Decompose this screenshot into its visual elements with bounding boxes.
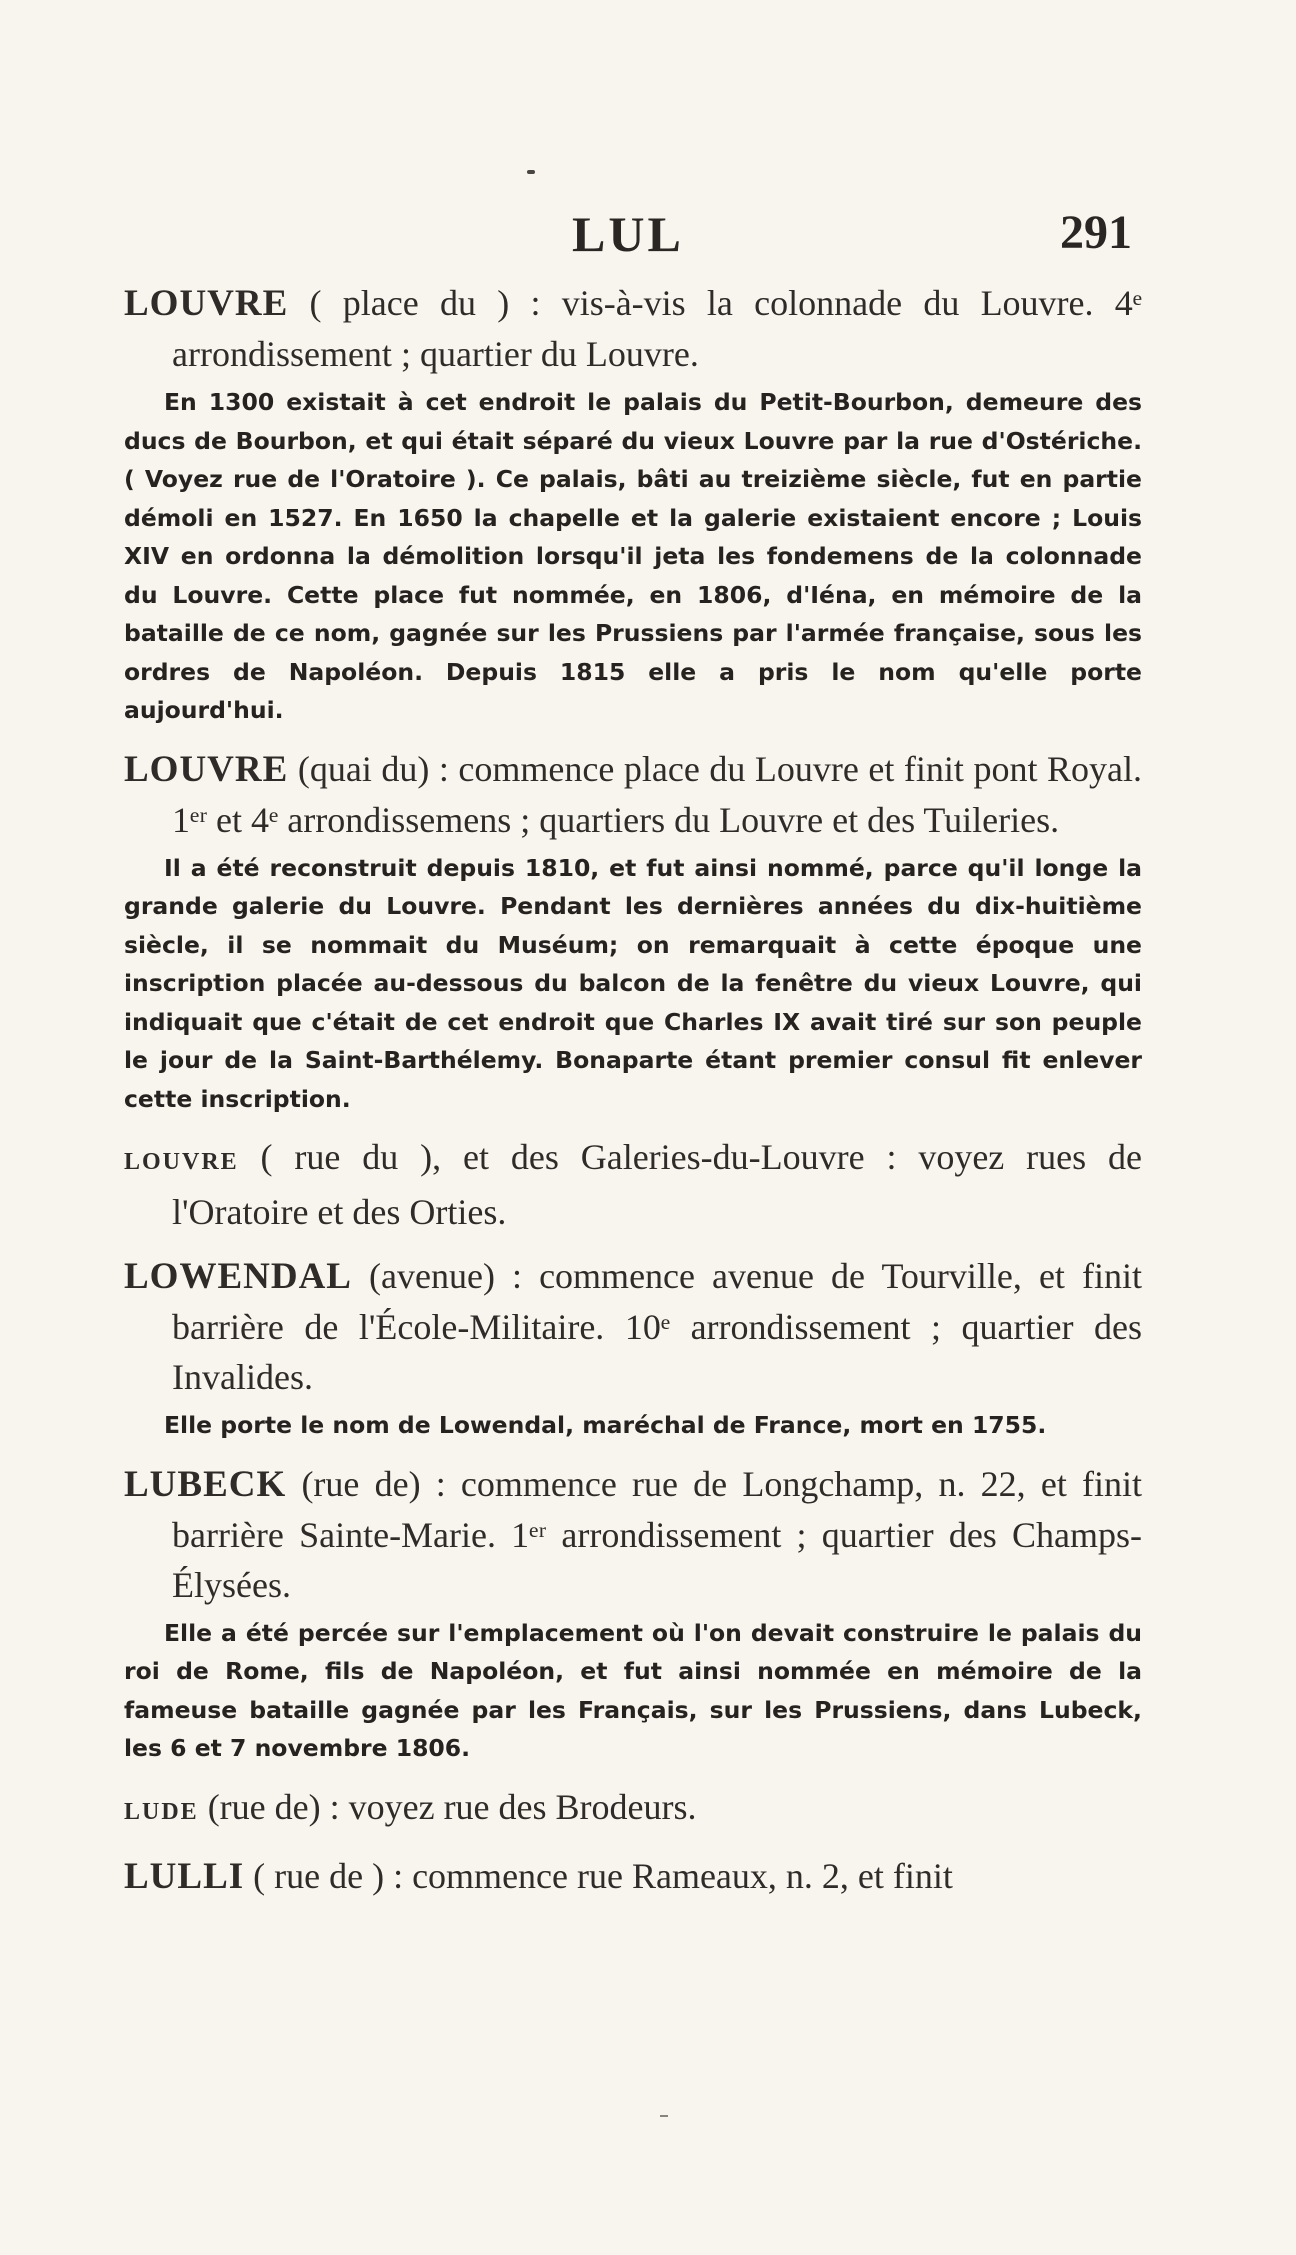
entry-headword: LOUVRE bbox=[124, 1149, 239, 1175]
page-number: 291 bbox=[1060, 206, 1132, 259]
entry-lubeck bbox=[124, 1459, 1142, 1768]
entry-louvre-place bbox=[124, 278, 1142, 730]
running-head bbox=[0, 205, 1296, 265]
entry-head bbox=[124, 1459, 1142, 1610]
ink-mark bbox=[527, 170, 535, 174]
entry-lulli bbox=[124, 1851, 1142, 1902]
entry-headword: LOWENDAL bbox=[124, 1256, 352, 1297]
entry-head bbox=[124, 1851, 1142, 1902]
entry-louvre-quai bbox=[124, 744, 1142, 1119]
running-title: LUL bbox=[572, 206, 684, 262]
entry-headword: LUDE bbox=[124, 1798, 199, 1825]
entries bbox=[124, 278, 1142, 1916]
entry-head-text: ( place du ) : vis-à-vis la colonnade du Louvre. 4ᵉ arrondissement ; quartier du Louvre. bbox=[172, 283, 1142, 374]
entry-head bbox=[124, 1132, 1142, 1237]
entry-louvre-rue bbox=[124, 1132, 1142, 1237]
entry-head bbox=[124, 278, 1142, 379]
entry-head-text: (avenue) : commence avenue de Tourville, et finit barrière de l'École-Militaire. 10ᵉ arrondissement ; quartier des Invalides. bbox=[172, 1256, 1142, 1397]
entry-head-text: (rue de) : commence rue de Longchamp, n. 22, et finit barrière Sainte-Marie. 1ᵉʳ arrondissement ; quartier des Champs-Élysées. bbox=[172, 1463, 1142, 1605]
entry-headword: LULLI bbox=[124, 1855, 245, 1897]
entry-head-text: (rue de) : voyez rue des Brodeurs. bbox=[198, 1786, 697, 1827]
entry-headword: LOUVRE bbox=[124, 748, 289, 790]
entry-lowendal bbox=[124, 1251, 1142, 1445]
entry-note: Elle a été percée sur l'emplacement où l'on devait construire le palais du roi de Rome, fils de Napoléon, et fut ainsi nommée en mémoire de la fameuse bataille gagnée par les Français, sur les Prussiens, dans Lubeck, les 6 et 7 novembre 1806. bbox=[124, 1618, 1142, 1762]
entry-note: Il a été reconstruit depuis 1810, et fut ainsi nommé, parce qu'il longe la grande galerie du Louvre. Pendant les dernières années du dix-huitième siècle, il se nommait du Muséum; on remarquait à cette époque une inscription placée au-dessous du balcon de la fenêtre du vieux Louvre, qui indiquait que c'était de cet endroit que Charles IX avait tiré sur son peuple le jour de la Saint-Barthélemy. Bonaparte étant premier consul fit enlever cette inscription. bbox=[124, 853, 1142, 1113]
entry-lude bbox=[124, 1782, 1142, 1837]
entry-head-text: ( rue du ), et des Galeries-du-Louvre : voyez rues de l'Oratoire et des Orties. bbox=[172, 1137, 1142, 1232]
ink-mark-bottom bbox=[660, 2115, 668, 2117]
entry-note: Elle porte le nom de Lowendal, maréchal de France, mort en 1755. bbox=[164, 1411, 1047, 1439]
entry-headword: LUBECK bbox=[124, 1463, 287, 1505]
entry-head bbox=[124, 1782, 1142, 1837]
entry-head bbox=[124, 1251, 1142, 1402]
entry-head-text: ( rue de ) : commence rue Rameaux, n. 2, et finit bbox=[244, 1855, 953, 1896]
entry-head bbox=[124, 744, 1142, 845]
entry-note: En 1300 existait à cet endroit le palais du Petit-Bourbon, demeure des ducs de Bourbon, et qui était séparé du vieux Louvre par la rue d'Ostériche. ( Voyez rue de l'Oratoire ). Ce palais, bâti au treizième siècle, fut en partie démoli en 1527. En 1650 la chapelle et la galerie existaient encore ; Louis XIV en ordonna la démolition lorsqu'il jeta les fondemens de la colonnade du Louvre. Cette place fut nommée, en 1806, d'Iéna, en mémoire de la bataille de ce nom, gagnée sur les Prussiens par l'armée française, sous les ordres de Napoléon. Depuis 1815 elle a pris le nom qu'elle porte aujourd'hui. bbox=[124, 388, 1142, 724]
entry-head-text: (quai du) : commence place du Louvre et finit pont Royal. 1ᵉʳ et 4ᵉ arrondissemens ; quartiers du Louvre et des Tuileries. bbox=[172, 748, 1142, 840]
entry-headword: LOUVRE bbox=[124, 283, 289, 324]
